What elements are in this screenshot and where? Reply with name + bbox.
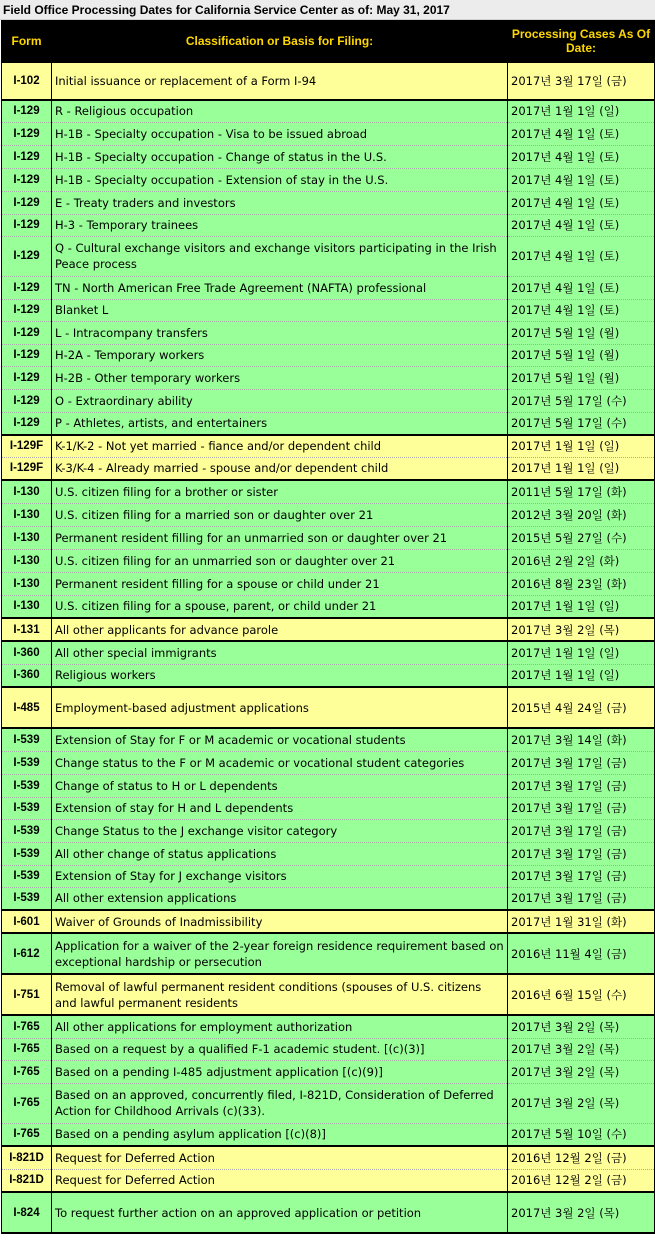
- classification-cell: H-1B - Specialty occupation - Extension of stay in the U.S.: [52, 168, 508, 191]
- date-cell: 2017년 4월 1일 (토): [508, 145, 655, 168]
- form-cell: I-539: [2, 819, 52, 842]
- form-cell: I-612: [2, 933, 52, 974]
- table-row: [2, 412, 655, 435]
- classification-cell: Extension of Stay for F or M academic or vocational students: [52, 728, 508, 751]
- date-cell: 2017년 1월 1일 (일): [508, 595, 655, 618]
- classification-cell: Removal of lawful permanent resident conditions (spouses of U.S. citizens and lawful permanent residents: [52, 974, 508, 1015]
- date-cell: 2016년 11월 4일 (금): [508, 933, 655, 974]
- classification-cell: Based on a pending I-485 adjustment application [(c)(9)]: [52, 1060, 508, 1083]
- table-body: [2, 62, 655, 1233]
- table-row: [2, 526, 655, 549]
- classification-cell: U.S. citizen filing for a spouse, parent, or child under 21: [52, 595, 508, 618]
- form-cell: I-129: [2, 168, 52, 191]
- date-cell: 2017년 4월 1일 (토): [508, 191, 655, 214]
- form-cell: I-539: [2, 774, 52, 797]
- classification-cell: All other applicants for advance parole: [52, 618, 508, 641]
- form-cell: I-129: [2, 214, 52, 236]
- table-row: [2, 1060, 655, 1083]
- form-cell: I-131: [2, 618, 52, 641]
- classification-cell: Extension of Stay for J exchange visitors: [52, 865, 508, 887]
- table-row: [2, 122, 655, 145]
- form-cell: I-130: [2, 549, 52, 572]
- table-row: [2, 549, 655, 572]
- classification-cell: Religious workers: [52, 664, 508, 687]
- classification-cell: All other extension applications: [52, 887, 508, 910]
- form-cell: I-821D: [2, 1169, 52, 1192]
- table-row: [2, 1123, 655, 1146]
- classification-cell: Application for a waiver of the 2-year foreign residence requirement based on exceptional hardship or persecution: [52, 933, 508, 974]
- classification-cell: Permanent resident filling for a spouse or child under 21: [52, 572, 508, 595]
- classification-cell: E - Treaty traders and investors: [52, 191, 508, 214]
- form-cell: I-130: [2, 526, 52, 549]
- table-row: [2, 974, 655, 1015]
- form-cell: I-601: [2, 910, 52, 933]
- form-cell: I-129: [2, 276, 52, 299]
- date-cell: 2017년 4월 1일 (토): [508, 122, 655, 145]
- date-cell: 2017년 1월 1일 (일): [508, 435, 655, 457]
- table-row: [2, 236, 655, 276]
- classification-cell: Permanent resident filling for an unmarried son or daughter over 21: [52, 526, 508, 549]
- date-cell: 2017년 3월 17일 (금): [508, 842, 655, 865]
- date-cell: 2017년 1월 1일 (일): [508, 664, 655, 687]
- date-cell: 2017년 4월 1일 (토): [508, 236, 655, 276]
- date-cell: 2016년 12월 2일 (금): [508, 1169, 655, 1192]
- table-row: [2, 865, 655, 887]
- table-row: [2, 214, 655, 236]
- classification-cell: All other change of status applications: [52, 842, 508, 865]
- form-cell: I-129: [2, 389, 52, 412]
- date-cell: 2017년 1월 1일 (일): [508, 641, 655, 664]
- classification-cell: K-3/K-4 - Already married - spouse and/or dependent child: [52, 457, 508, 480]
- table-row: [2, 299, 655, 321]
- form-cell: I-130: [2, 595, 52, 618]
- form-cell: I-765: [2, 1083, 52, 1123]
- classification-cell: Waiver of Grounds of Inadmissibility: [52, 910, 508, 933]
- table-row: [2, 100, 655, 122]
- form-cell: I-129: [2, 344, 52, 366]
- date-cell: 2017년 1월 31일 (화): [508, 910, 655, 933]
- table-row: [2, 887, 655, 910]
- date-cell: 2017년 4월 1일 (토): [508, 168, 655, 191]
- classification-cell: Employment-based adjustment applications: [52, 687, 508, 728]
- date-cell: 2017년 3월 2일 (목): [508, 1083, 655, 1123]
- table-row: [2, 1192, 655, 1233]
- form-cell: I-129: [2, 366, 52, 389]
- classification-cell: To request further action on an approved application or petition: [52, 1192, 508, 1233]
- classification-cell: Based on an approved, concurrently filed, I-821D, Consideration of Deferred Action for Childhood Arrivals (c)(33).: [52, 1083, 508, 1123]
- classification-cell: Change status to the F or M academic or vocational student categories: [52, 751, 508, 774]
- table-row: [2, 276, 655, 299]
- classification-cell: Change Status to the J exchange visitor category: [52, 819, 508, 842]
- table-row: [2, 1146, 655, 1169]
- table-row: [2, 344, 655, 366]
- table-row: [2, 1169, 655, 1192]
- form-cell: I-129: [2, 145, 52, 168]
- classification-cell: P - Athletes, artists, and entertainers: [52, 412, 508, 435]
- date-cell: 2017년 3월 2일 (목): [508, 1060, 655, 1083]
- classification-cell: U.S. citizen filing for a married son or daughter over 21: [52, 503, 508, 526]
- date-cell: 2015년 4월 24일 (금): [508, 687, 655, 728]
- table-row: [2, 842, 655, 865]
- classification-cell: All other applications for employment authorization: [52, 1015, 508, 1038]
- date-cell: 2017년 3월 17일 (금): [508, 774, 655, 797]
- table-row: [2, 435, 655, 457]
- date-cell: 2016년 8월 23일 (화): [508, 572, 655, 595]
- table-row: [2, 457, 655, 480]
- processing-dates-table: [1, 20, 655, 1234]
- table-row: [2, 191, 655, 214]
- form-cell: I-130: [2, 572, 52, 595]
- date-cell: 2015년 5월 27일 (수): [508, 526, 655, 549]
- table-row: [2, 480, 655, 503]
- date-cell: 2017년 5월 1일 (월): [508, 321, 655, 344]
- table-row: [2, 641, 655, 664]
- date-cell: 2017년 3월 17일 (금): [508, 819, 655, 842]
- column-header-date: Processing Cases As Of Date:: [508, 21, 655, 63]
- table-row: [2, 1038, 655, 1060]
- table-row: [2, 503, 655, 526]
- table-row: [2, 1083, 655, 1123]
- table-row: [2, 797, 655, 819]
- form-cell: I-129: [2, 299, 52, 321]
- date-cell: 2016년 2월 2일 (화): [508, 549, 655, 572]
- form-cell: I-539: [2, 865, 52, 887]
- form-cell: I-821D: [2, 1146, 52, 1169]
- date-cell: 2017년 3월 2일 (목): [508, 1015, 655, 1038]
- form-cell: I-539: [2, 728, 52, 751]
- table-row: [2, 618, 655, 641]
- date-cell: 2016년 6월 15일 (수): [508, 974, 655, 1015]
- classification-cell: K-1/K-2 - Not yet married - fiance and/or dependent child: [52, 435, 508, 457]
- date-cell: 2017년 4월 1일 (토): [508, 299, 655, 321]
- form-cell: I-485: [2, 687, 52, 728]
- classification-cell: Extension of stay for H and L dependents: [52, 797, 508, 819]
- date-cell: 2017년 1월 1일 (일): [508, 100, 655, 122]
- date-cell: 2011년 5월 17일 (화): [508, 480, 655, 503]
- classification-cell: R - Religious occupation: [52, 100, 508, 122]
- date-cell: 2017년 3월 17일 (금): [508, 751, 655, 774]
- form-cell: I-102: [2, 62, 52, 100]
- classification-cell: Change of status to H or L dependents: [52, 774, 508, 797]
- date-cell: 2017년 3월 2일 (목): [508, 1038, 655, 1060]
- date-cell: 2017년 3월 14일 (화): [508, 728, 655, 751]
- table-row: [2, 145, 655, 168]
- date-cell: 2017년 3월 17일 (금): [508, 887, 655, 910]
- table-row: [2, 572, 655, 595]
- table-row: [2, 389, 655, 412]
- classification-cell: H-3 - Temporary trainees: [52, 214, 508, 236]
- table-row: [2, 728, 655, 751]
- table-row: [2, 62, 655, 100]
- table-row: [2, 664, 655, 687]
- form-cell: I-360: [2, 664, 52, 687]
- date-cell: 2017년 5월 10일 (수): [508, 1123, 655, 1146]
- form-cell: I-129: [2, 236, 52, 276]
- form-cell: I-539: [2, 887, 52, 910]
- form-cell: I-539: [2, 751, 52, 774]
- date-cell: 2017년 5월 1일 (월): [508, 344, 655, 366]
- table-row: [2, 910, 655, 933]
- classification-cell: H-2B - Other temporary workers: [52, 366, 508, 389]
- date-cell: 2017년 3월 2일 (목): [508, 1192, 655, 1233]
- form-cell: I-130: [2, 480, 52, 503]
- date-cell: 2012년 3월 20일 (화): [508, 503, 655, 526]
- page-title: Field Office Processing Dates for California Service Center as of: May 31, 2017: [0, 0, 655, 20]
- form-cell: I-751: [2, 974, 52, 1015]
- form-cell: I-129: [2, 122, 52, 145]
- form-cell: I-765: [2, 1015, 52, 1038]
- classification-cell: H-1B - Specialty occupation - Visa to be issued abroad: [52, 122, 508, 145]
- form-cell: I-129: [2, 100, 52, 122]
- classification-cell: All other special immigrants: [52, 641, 508, 664]
- table-row: [2, 595, 655, 618]
- classification-cell: U.S. citizen filing for a brother or sister: [52, 480, 508, 503]
- date-cell: 2017년 5월 17일 (수): [508, 389, 655, 412]
- form-cell: I-539: [2, 842, 52, 865]
- form-cell: I-539: [2, 797, 52, 819]
- date-cell: 2017년 3월 17일 (금): [508, 62, 655, 100]
- form-cell: I-360: [2, 641, 52, 664]
- classification-cell: Request for Deferred Action: [52, 1169, 508, 1192]
- classification-cell: O - Extraordinary ability: [52, 389, 508, 412]
- date-cell: 2017년 4월 1일 (토): [508, 214, 655, 236]
- form-cell: I-129: [2, 412, 52, 435]
- table-row: [2, 933, 655, 974]
- date-cell: 2017년 5월 17일 (수): [508, 412, 655, 435]
- classification-cell: L - Intracompany transfers: [52, 321, 508, 344]
- form-cell: I-129F: [2, 457, 52, 480]
- classification-cell: Based on a pending asylum application [(c)(8)]: [52, 1123, 508, 1146]
- table-header: [2, 21, 655, 63]
- table-row: [2, 321, 655, 344]
- form-cell: I-765: [2, 1038, 52, 1060]
- form-cell: I-765: [2, 1123, 52, 1146]
- date-cell: 2017년 3월 17일 (금): [508, 797, 655, 819]
- classification-cell: U.S. citizen filing for an unmarried son or daughter over 21: [52, 549, 508, 572]
- date-cell: 2017년 5월 1일 (월): [508, 366, 655, 389]
- classification-cell: H-1B - Specialty occupation - Change of status in the U.S.: [52, 145, 508, 168]
- classification-cell: TN - North American Free Trade Agreement (NAFTA) professional: [52, 276, 508, 299]
- table-row: [2, 687, 655, 728]
- form-cell: I-824: [2, 1192, 52, 1233]
- date-cell: 2017년 4월 1일 (토): [508, 276, 655, 299]
- form-cell: I-130: [2, 503, 52, 526]
- column-header-form: Form: [2, 21, 52, 63]
- table-row: [2, 751, 655, 774]
- form-cell: I-765: [2, 1060, 52, 1083]
- date-cell: 2016년 12월 2일 (금): [508, 1146, 655, 1169]
- classification-cell: H-2A - Temporary workers: [52, 344, 508, 366]
- column-header-classification: Classification or Basis for Filing:: [52, 21, 508, 63]
- form-cell: I-129: [2, 321, 52, 344]
- form-cell: I-129F: [2, 435, 52, 457]
- classification-cell: Initial issuance or replacement of a Form I-94: [52, 62, 508, 100]
- classification-cell: Request for Deferred Action: [52, 1146, 508, 1169]
- form-cell: I-129: [2, 191, 52, 214]
- table-row: [2, 1015, 655, 1038]
- classification-cell: Q - Cultural exchange visitors and exchange visitors participating in the Irish Peace process: [52, 236, 508, 276]
- classification-cell: Blanket L: [52, 299, 508, 321]
- date-cell: 2017년 1월 1일 (일): [508, 457, 655, 480]
- classification-cell: Based on a request by a qualified F-1 academic student. [(c)(3)]: [52, 1038, 508, 1060]
- date-cell: 2017년 3월 17일 (금): [508, 865, 655, 887]
- table-row: [2, 774, 655, 797]
- table-row: [2, 168, 655, 191]
- table-row: [2, 819, 655, 842]
- date-cell: 2017년 3월 2일 (목): [508, 618, 655, 641]
- table-row: [2, 366, 655, 389]
